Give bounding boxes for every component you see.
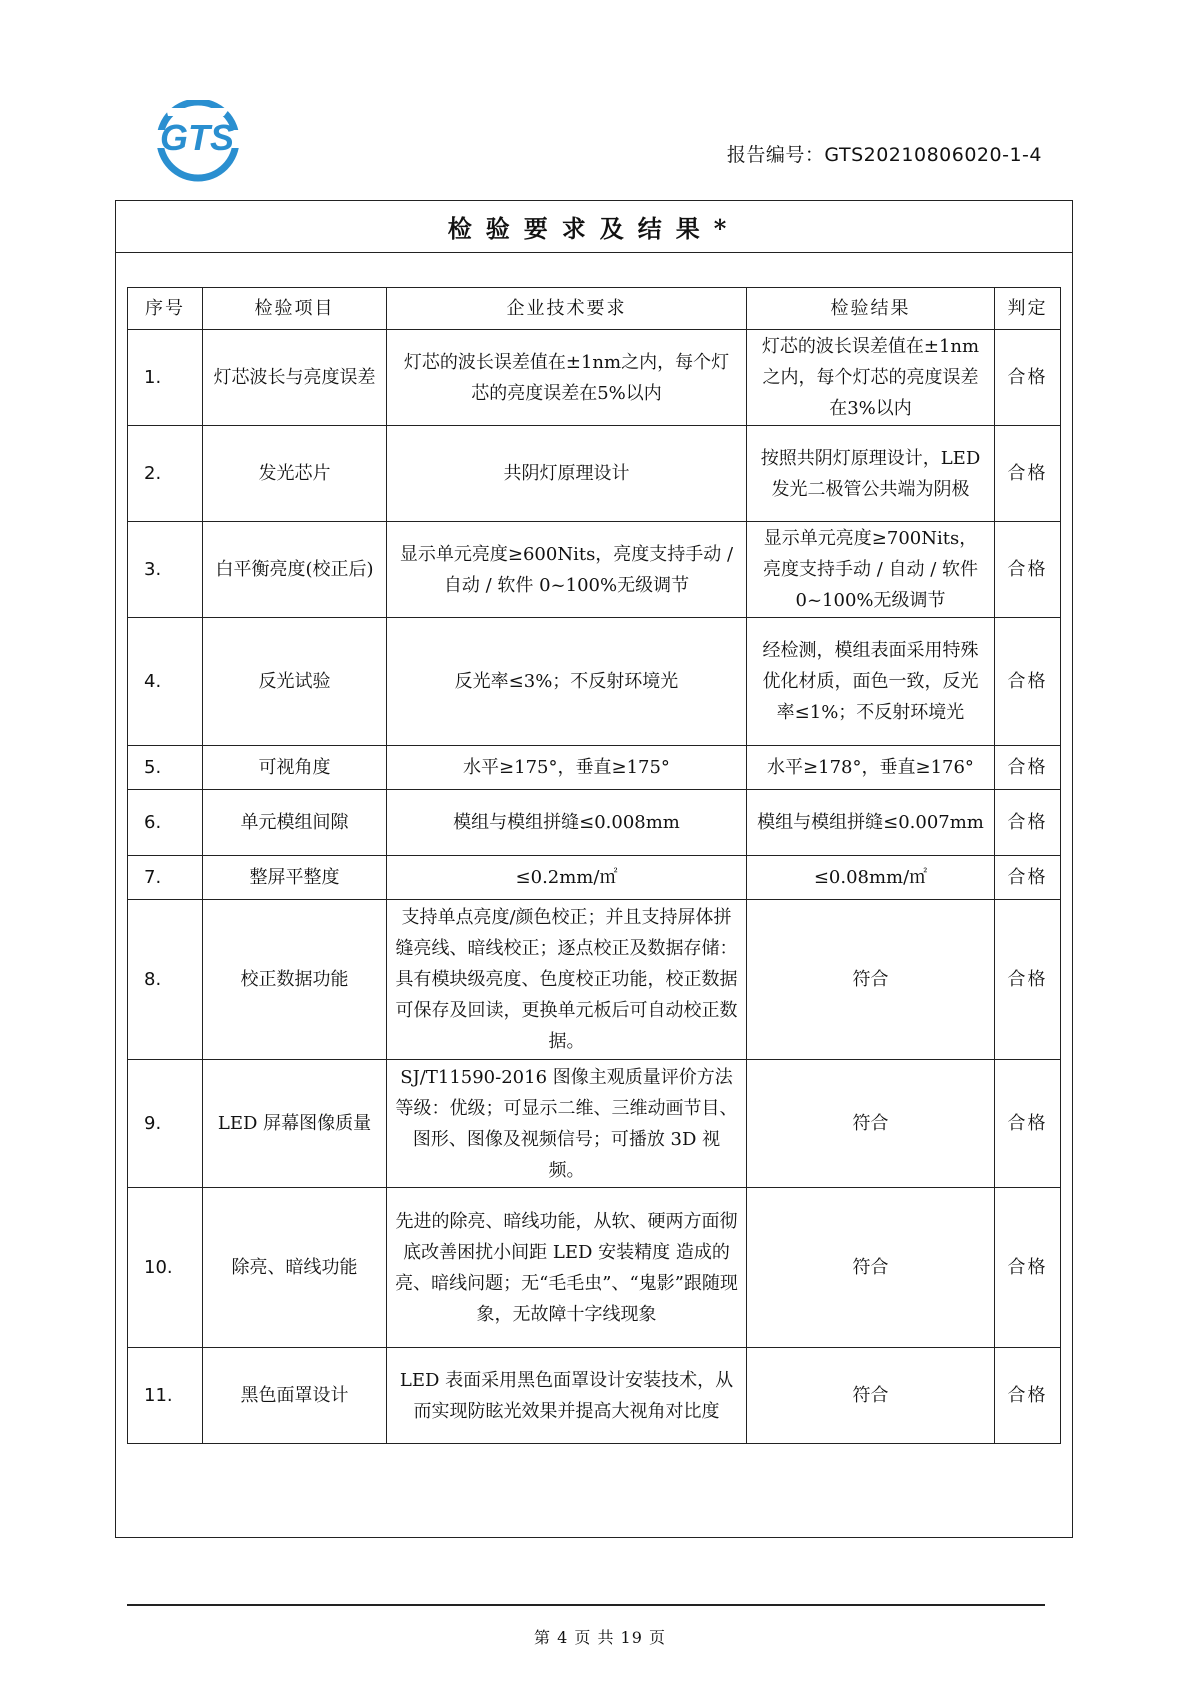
row-requirement: LED 表面采用黑色面罩设计安装技术，从而实现防眩光效果并提高大视角对比度 [387, 1348, 747, 1444]
row-verdict: 合格 [995, 522, 1061, 618]
table-row [128, 856, 1061, 900]
row-seq: 9. [128, 1060, 203, 1188]
row-item: 单元模组间隙 [203, 790, 387, 856]
row-item: 灯芯波长与亮度误差 [203, 330, 387, 426]
col-header-requirement: 企业技术要求 [387, 288, 747, 330]
row-seq: 8. [128, 900, 203, 1060]
row-result: 符合 [747, 1060, 995, 1188]
gts-logo [138, 100, 256, 182]
row-result: 经检测，模组表面采用特殊优化材质，面色一致，反光率≤1%；不反射环境光 [747, 618, 995, 746]
row-requirement: 先进的除亮、暗线功能，从软、硬两方面彻底改善困扰小间距 LED 安装精度 造成的亮、暗线问题；无“毛毛虫”、“鬼影”跟随现象，无故障十字线现象 [387, 1188, 747, 1348]
row-result: 按照共阴灯原理设计，LED 发光二极管公共端为阴极 [747, 426, 995, 522]
row-seq: 10. [128, 1188, 203, 1348]
row-requirement: 水平≥175°，垂直≥175° [387, 746, 747, 790]
table-row [128, 618, 1061, 746]
row-verdict: 合格 [995, 1188, 1061, 1348]
section-title: 检验要求及结果* [116, 201, 1072, 253]
table-row [128, 790, 1061, 856]
results-table [127, 287, 1061, 1444]
table-row [128, 330, 1061, 426]
table-row [128, 426, 1061, 522]
row-seq: 5. [128, 746, 203, 790]
row-requirement: ≤0.2mm/㎡ [387, 856, 747, 900]
row-result: 水平≥178°，垂直≥176° [747, 746, 995, 790]
row-requirement: 支持单点亮度/颜色校正；并且支持屏体拼缝亮线、暗线校正；逐点校正及数据存储：具有模块级亮度、色度校正功能，校正数据可保存及回读，更换单元板后可自动校正数据。 [387, 900, 747, 1060]
table-row [128, 900, 1061, 1060]
row-seq: 2. [128, 426, 203, 522]
col-header-verdict: 判定 [995, 288, 1061, 330]
row-seq: 11. [128, 1348, 203, 1444]
row-verdict: 合格 [995, 426, 1061, 522]
table-row [128, 1060, 1061, 1188]
table-row [128, 1348, 1061, 1444]
report-number: 报告编号：GTS20210806020-1-4 [726, 144, 1042, 166]
table-row [128, 746, 1061, 790]
row-item: 校正数据功能 [203, 900, 387, 1060]
results-frame [115, 200, 1073, 1538]
row-verdict: 合格 [995, 1348, 1061, 1444]
row-verdict: 合格 [995, 618, 1061, 746]
row-result: ≤0.08mm/㎡ [747, 856, 995, 900]
row-requirement: 反光率≤3%；不反射环境光 [387, 618, 747, 746]
row-requirement: 灯芯的波长误差值在±1nm之内，每个灯芯的亮度误差在5%以内 [387, 330, 747, 426]
row-verdict: 合格 [995, 900, 1061, 1060]
footer-divider [127, 1604, 1045, 1606]
col-header-seq: 序号 [128, 288, 203, 330]
row-verdict: 合格 [995, 746, 1061, 790]
row-result: 显示单元亮度≥700Nits，亮度支持手动 / 自动 / 软件 0~100%无级调节 [747, 522, 995, 618]
row-result: 模组与模组拼缝≤0.007mm [747, 790, 995, 856]
row-item: LED 屏幕图像质量 [203, 1060, 387, 1188]
row-requirement: 显示单元亮度≥600Nits，亮度支持手动 / 自动 / 软件 0~100%无级调节 [387, 522, 747, 618]
row-requirement: 共阴灯原理设计 [387, 426, 747, 522]
row-verdict: 合格 [995, 790, 1061, 856]
row-result: 符合 [747, 1348, 995, 1444]
row-item: 除亮、暗线功能 [203, 1188, 387, 1348]
row-result: 符合 [747, 1188, 995, 1348]
row-item: 整屏平整度 [203, 856, 387, 900]
page-number: 第 4 页 共 19 页 [534, 1628, 666, 1647]
row-item: 反光试验 [203, 618, 387, 746]
row-item: 可视角度 [203, 746, 387, 790]
table-row [128, 522, 1061, 618]
col-header-result: 检验结果 [747, 288, 995, 330]
row-seq: 1. [128, 330, 203, 426]
row-result: 灯芯的波长误差值在±1nm之内，每个灯芯的亮度误差在3%以内 [747, 330, 995, 426]
row-item: 发光芯片 [203, 426, 387, 522]
row-requirement: SJ/T11590-2016 图像主观质量评价方法等级：优级；可显示二维、三维动画节目、图形、图像及视频信号；可播放 3D 视频。 [387, 1060, 747, 1188]
row-verdict: 合格 [995, 330, 1061, 426]
row-seq: 6. [128, 790, 203, 856]
table-header-row [128, 288, 1061, 330]
logo-text: GTS [159, 117, 235, 158]
row-item: 黑色面罩设计 [203, 1348, 387, 1444]
row-requirement: 模组与模组拼缝≤0.008mm [387, 790, 747, 856]
row-verdict: 合格 [995, 856, 1061, 900]
row-seq: 4. [128, 618, 203, 746]
row-seq: 3. [128, 522, 203, 618]
row-item: 白平衡亮度(校正后) [203, 522, 387, 618]
table-row [128, 1188, 1061, 1348]
row-result: 符合 [747, 900, 995, 1060]
col-header-item: 检验项目 [203, 288, 387, 330]
row-seq: 7. [128, 856, 203, 900]
row-verdict: 合格 [995, 1060, 1061, 1188]
